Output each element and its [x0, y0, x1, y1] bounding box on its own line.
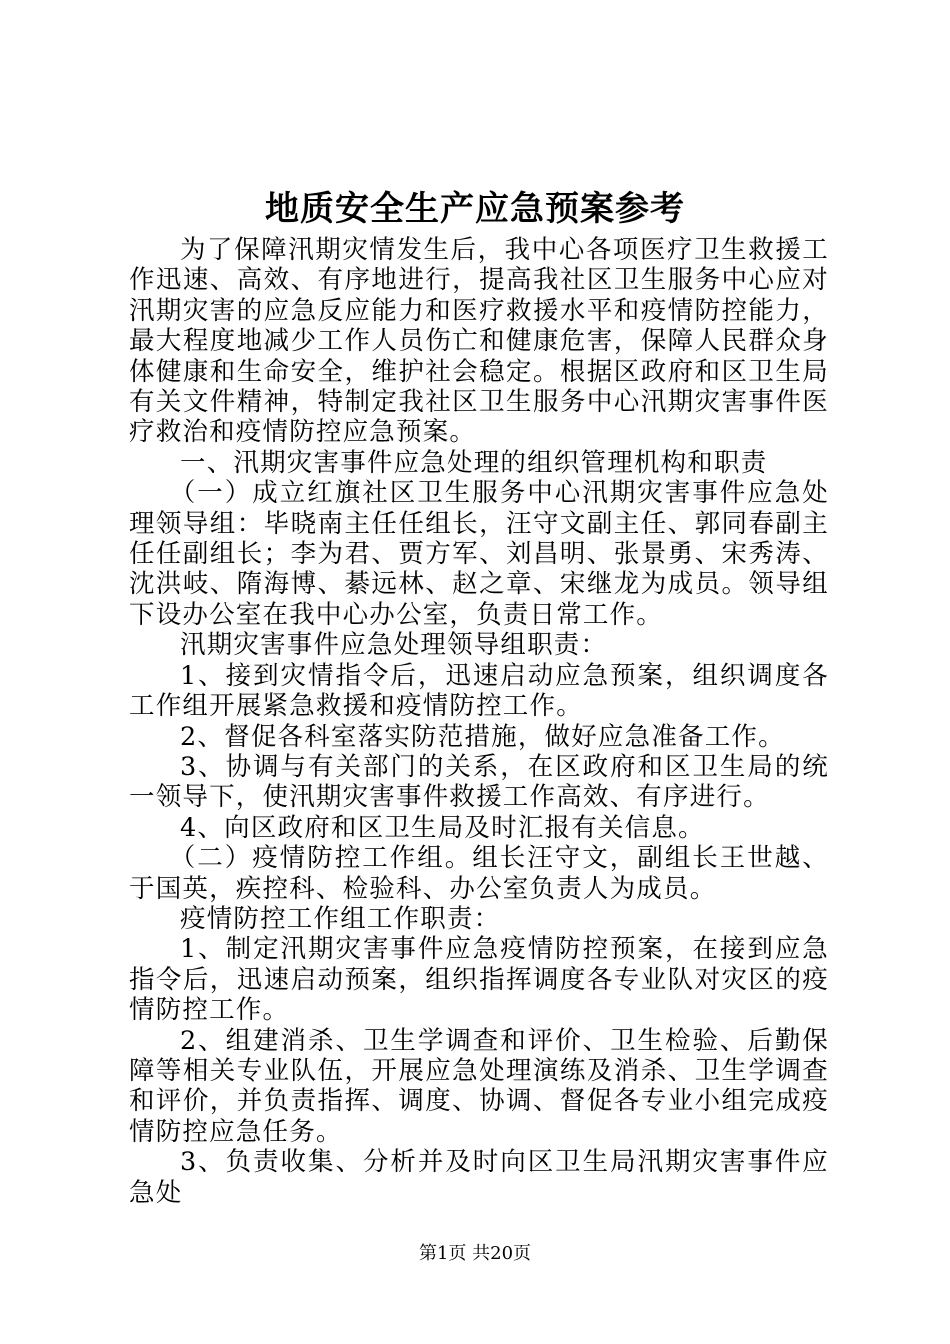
document-body [129, 235, 829, 1208]
section-heading-1: 一、汛期灾害事件应急处理的组织管理机构和职责 [180, 447, 768, 478]
list-item: 4、向区政府和区卫生局及时汇报有关信息。 [180, 812, 705, 843]
paragraph-epidemic-duties-heading: 疫情防控工作组工作职责： [180, 903, 501, 934]
paragraph-leading-group-duties-heading: 汛期灾害事件应急处理领导组职责： [180, 630, 608, 661]
paragraph-intro: 为了保障汛期灾情发生后，我中心各项医疗卫生救援工作迅速、高效、有序地进行，提高我社区卫生服务中心应对汛期灾害的应急反应能力和医疗救援水平和疫情防控能力，最大程度地减少工作人员伤亡和健康危害，保障人民群众身体健康和生命安全，维护社会稳定。根据区政府和区卫生局有关文件精神，特制定我社区卫生服务中心汛期灾害事件医疗救治和疫情防控应急预案。 [129, 235, 829, 448]
paragraph-leading-group: （一）成立红旗社区卫生服务中心汛期灾害事件应急处理领导组：毕晓南主任任组长，汪守文副主任、郭同春副主任任副组长；李为君、贾方军、刘昌明、张景勇、宋秀涛、沈洪岐、隋海博、綦远林、赵之章、宋继龙为成员。领导组下设办公室在我中心办公室，负责日常工作。 [129, 478, 829, 630]
list-item: 3、负责收集、分析并及时向区卫生局汛期灾害事件应急处 [129, 1147, 829, 1208]
page-footer: 第1页 共20页 [418, 1243, 532, 1264]
list-item: 1、制定汛期灾害事件应急疫情防控预案，在接到应急指令后，迅速启动预案，组织指挥调度各专业队对灾区的疫情防控工作。 [129, 934, 829, 1026]
paragraph-epidemic-group: （二）疫情防控工作组。组长汪守文，副组长王世越、于国英，疾控科、检验科、办公室负责人为成员。 [129, 843, 829, 904]
list-item: 2、组建消杀、卫生学调查和评价、卫生检验、后勤保障等相关专业队伍，开展应急处理演练及消杀、卫生学调查和评价，并负责指挥、调度、协调、督促各专业小组完成疫情防控应急任务。 [129, 1025, 829, 1147]
document-title: 地质安全生产应急预案参考 [265, 189, 685, 229]
list-item: 3、协调与有关部门的关系，在区政府和区卫生局的统一领导下，使汛期灾害事件救援工作高效、有序进行。 [129, 751, 829, 813]
list-item: 2、督促各科室落实防范措施，做好应急准备工作。 [180, 721, 785, 752]
list-item: 1、接到灾情指令后，迅速启动应急预案，组织调度各工作组开展紧急救援和疫情防控工作。 [129, 660, 829, 722]
